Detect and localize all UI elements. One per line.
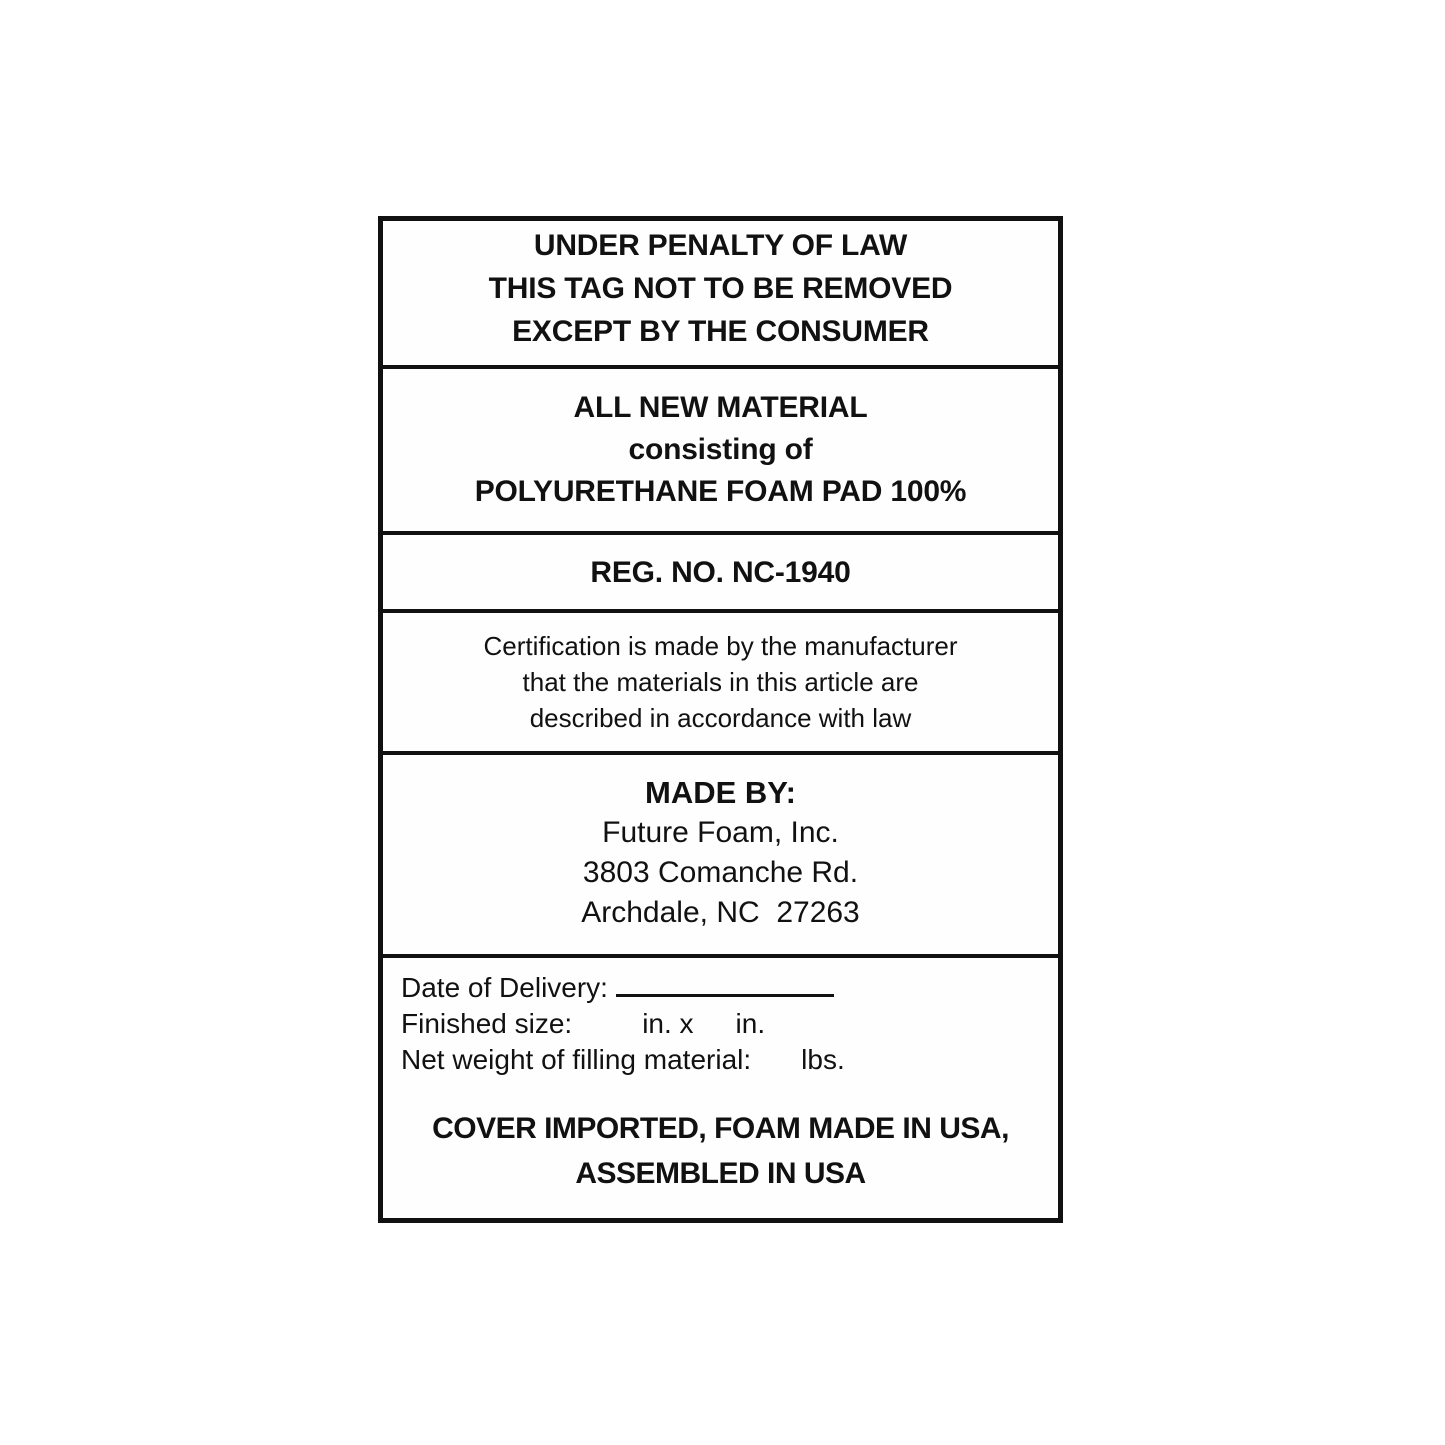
penalty-notice-line-3: EXCEPT BY THE CONSUMER xyxy=(512,314,929,348)
finished-size-unit-in-x: in. x xyxy=(642,1008,694,1039)
material-line-1: ALL NEW MATERIAL xyxy=(573,391,868,424)
date-of-delivery-blank-line xyxy=(616,993,834,997)
material-line-2: consisting of xyxy=(628,433,813,466)
finished-size-label: Finished size: xyxy=(401,1008,573,1039)
penalty-notice-section xyxy=(383,221,1058,369)
origin-statement xyxy=(383,1106,1058,1196)
material-contents-section xyxy=(383,369,1058,535)
origin-line-2: ASSEMBLED IN USA xyxy=(575,1157,866,1190)
date-of-delivery-line xyxy=(401,970,1058,1006)
finished-size-unit-in: in. xyxy=(735,1008,766,1039)
law-label-tag xyxy=(378,216,1063,1223)
origin-line-1: COVER IMPORTED, FOAM MADE IN USA, xyxy=(432,1112,1009,1145)
penalty-notice-line-2: THIS TAG NOT TO BE REMOVED xyxy=(488,271,953,305)
certification-line-1: Certification is made by the manufacturer xyxy=(483,631,958,661)
net-weight-unit-lbs: lbs. xyxy=(801,1044,845,1075)
fill-details-lines xyxy=(383,958,1058,1078)
manufacturer-section xyxy=(383,755,1058,958)
date-of-delivery-label: Date of Delivery: xyxy=(401,972,608,1003)
certification-line-3: described in accordance with law xyxy=(529,703,912,733)
registration-number-section xyxy=(383,535,1058,613)
material-line-3: POLYURETHANE FOAM PAD 100% xyxy=(474,475,967,508)
manufacturer-name: Future Foam, Inc. xyxy=(602,816,839,849)
net-weight-label: Net weight of filling material: xyxy=(401,1044,752,1075)
net-weight-line xyxy=(401,1042,1058,1078)
fill-details-section xyxy=(383,958,1058,1218)
registration-number: REG. NO. NC-1940 xyxy=(590,555,851,589)
finished-size-line xyxy=(401,1006,1058,1042)
certification-line-2: that the materials in this article are xyxy=(522,667,919,697)
made-by-heading: MADE BY: xyxy=(645,775,796,810)
manufacturer-street: 3803 Comanche Rd. xyxy=(582,856,859,889)
manufacturer-city-state-zip: Archdale, NC 27263 xyxy=(581,896,860,929)
certification-section xyxy=(383,613,1058,755)
penalty-notice-line-1: UNDER PENALTY OF LAW xyxy=(533,228,908,262)
